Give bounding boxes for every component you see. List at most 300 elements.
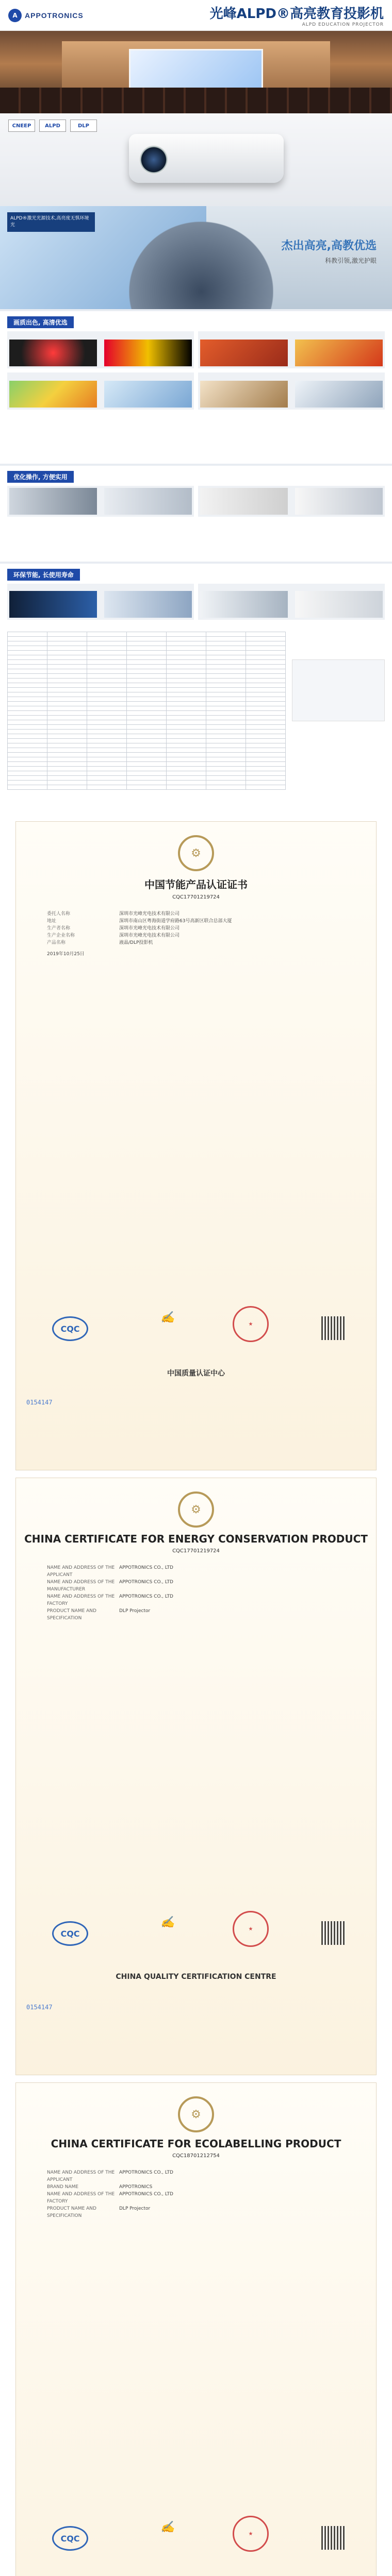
spec-cell xyxy=(87,637,127,641)
spec-cell xyxy=(246,753,286,757)
spec-cell xyxy=(127,771,167,776)
certificate-field xyxy=(47,2191,345,2205)
cqc-logo-icon: CQC xyxy=(52,2526,88,2551)
spec-row xyxy=(8,632,286,637)
spec-cell xyxy=(167,781,206,785)
spec-table xyxy=(7,632,286,790)
contrast-image xyxy=(104,340,192,366)
spec-cell xyxy=(246,692,286,697)
feature-tile xyxy=(198,372,385,410)
spec-cell xyxy=(246,646,286,651)
lifetime-image xyxy=(200,591,288,618)
certificate-number: CQC17701219724 xyxy=(172,894,220,900)
certificate-emblem-icon: ⚙ xyxy=(178,835,214,871)
spec-cell xyxy=(8,655,47,660)
spec-cell xyxy=(206,720,246,725)
spec-cell xyxy=(206,637,246,641)
classroom-image xyxy=(295,381,383,408)
qr-code-icon xyxy=(321,1921,345,1945)
spec-cell xyxy=(47,669,87,674)
spec-cell xyxy=(8,781,47,785)
spec-row xyxy=(8,679,286,683)
spec-cell xyxy=(8,679,47,683)
spec-cell xyxy=(127,679,167,683)
spec-cell xyxy=(8,776,47,781)
spec-cell xyxy=(127,730,167,734)
spec-cell xyxy=(167,762,206,767)
laser-image xyxy=(9,591,97,618)
spec-cell xyxy=(127,669,167,674)
spec-cell xyxy=(167,641,206,646)
feature-tile xyxy=(7,331,194,368)
certificate-field-value: APPOTRONICS CO., LTD xyxy=(119,1565,173,1570)
spec-cell xyxy=(246,776,286,781)
spec-row xyxy=(8,646,286,651)
slogan-main: 杰出高亮,高教优选 xyxy=(281,240,377,252)
spec-cell xyxy=(206,692,246,697)
spec-cell xyxy=(8,651,47,655)
spec-row xyxy=(8,743,286,748)
spec-cell xyxy=(8,692,47,697)
certificate-field-label: 生产企业名称 xyxy=(47,933,75,938)
spec-cell xyxy=(206,716,246,720)
qr-code-icon xyxy=(321,2526,345,2550)
spec-cell xyxy=(127,711,167,716)
spec-section xyxy=(0,629,392,814)
spec-cell xyxy=(127,776,167,781)
spec-cell xyxy=(87,748,127,753)
spec-cell xyxy=(8,720,47,725)
spec-row xyxy=(8,674,286,679)
spec-row xyxy=(8,669,286,674)
certificate-body xyxy=(47,1564,345,1626)
spec-cell xyxy=(127,651,167,655)
spec-cell xyxy=(206,771,246,776)
spec-cell xyxy=(87,674,127,679)
spec-cell xyxy=(87,725,127,730)
spec-row xyxy=(8,776,286,781)
spec-cell xyxy=(167,753,206,757)
spec-cell xyxy=(206,683,246,688)
spec-row xyxy=(8,660,286,665)
spec-cell xyxy=(246,716,286,720)
certificate-issued: 2019年10月25日 xyxy=(47,952,85,957)
spec-cell xyxy=(47,739,87,743)
spec-cell xyxy=(206,730,246,734)
spec-cell xyxy=(246,771,286,776)
brand-logo-icon: A xyxy=(8,9,22,22)
spec-cell xyxy=(127,739,167,743)
spec-cell xyxy=(206,697,246,702)
certificate-field-label: PRODUCT NAME AND SPECIFICATION xyxy=(47,2206,96,2218)
spec-cell xyxy=(87,771,127,776)
projector-lens xyxy=(139,145,168,174)
certificate-list xyxy=(0,821,392,2576)
spec-cell xyxy=(167,679,206,683)
feature-tile xyxy=(7,486,194,517)
spec-cell xyxy=(127,683,167,688)
spec-cell xyxy=(206,767,246,771)
spec-cell xyxy=(8,632,47,637)
spec-cell xyxy=(87,632,127,637)
spec-cell xyxy=(206,711,246,716)
certificate-field-label: PRODUCT NAME AND SPECIFICATION xyxy=(47,1608,96,1621)
feature-section-image-quality xyxy=(0,309,392,464)
spec-row xyxy=(8,711,286,716)
feature-tile xyxy=(198,486,385,517)
spec-cell xyxy=(47,785,87,790)
spec-cell xyxy=(47,716,87,720)
spec-cell xyxy=(8,753,47,757)
color-wheel-image xyxy=(9,340,97,366)
spec-cell xyxy=(167,655,206,660)
spec-cell xyxy=(127,753,167,757)
spec-cell xyxy=(127,762,167,767)
spec-cell xyxy=(47,702,87,706)
spec-cell xyxy=(246,669,286,674)
spec-cell xyxy=(87,679,127,683)
spec-cell xyxy=(87,641,127,646)
lens-shift-image xyxy=(104,488,192,515)
spec-row xyxy=(8,683,286,688)
certificate-field-label: 委托人名称 xyxy=(47,911,71,917)
feature-grid xyxy=(7,486,385,517)
spec-cell xyxy=(127,716,167,720)
spec-cell xyxy=(206,781,246,785)
spec-cell xyxy=(246,637,286,641)
section-heading: 优化操作, 方便实用 xyxy=(7,471,74,483)
spec-cell xyxy=(8,646,47,651)
spec-cell xyxy=(8,725,47,730)
certificate-field-value: 深圳市光峰光电技术有限公司 xyxy=(119,926,180,931)
spec-row xyxy=(8,762,286,767)
spec-cell xyxy=(87,720,127,725)
spec-cell xyxy=(47,706,87,711)
fruit-image xyxy=(295,340,383,366)
feature-section-eco xyxy=(0,562,392,629)
spec-cell xyxy=(47,641,87,646)
certificate xyxy=(15,821,377,1470)
spec-cell xyxy=(87,762,127,767)
alpd-badge: ALPD xyxy=(39,120,66,132)
spec-cell xyxy=(47,743,87,748)
certificate-serial: 0154147 xyxy=(26,2004,53,2011)
spec-cell xyxy=(87,767,127,771)
spec-cell xyxy=(8,739,47,743)
spec-row xyxy=(8,730,286,734)
spec-cell xyxy=(8,757,47,762)
spec-cell xyxy=(127,646,167,651)
spec-cell xyxy=(127,757,167,762)
spec-row xyxy=(8,757,286,762)
spec-cell xyxy=(246,720,286,725)
certificate-field-value: APPOTRONICS CO., LTD xyxy=(119,2192,173,2197)
spec-cell xyxy=(167,716,206,720)
spec-row xyxy=(8,697,286,702)
cqc-logo-icon: CQC xyxy=(52,1921,88,1946)
certificate-title: CHINA CERTIFICATE FOR ECOLABELLING PRODUCT xyxy=(51,2138,341,2150)
spec-cell xyxy=(127,665,167,669)
spec-row xyxy=(8,748,286,753)
spec-cell xyxy=(8,641,47,646)
spec-cell xyxy=(8,665,47,669)
spec-cell xyxy=(47,692,87,697)
product-section xyxy=(0,113,392,206)
spec-cell xyxy=(167,767,206,771)
spec-cell xyxy=(246,641,286,646)
certificate-field-value: 液晶/DLP投影机 xyxy=(119,940,153,945)
feature-tile xyxy=(198,331,385,368)
spec-cell xyxy=(167,683,206,688)
spec-cell xyxy=(87,697,127,702)
projector-image xyxy=(129,134,284,183)
certificate-field-value: APPOTRONICS CO., LTD xyxy=(119,1580,173,1585)
certificate-field-label: NAME AND ADDRESS OF THE APPLICANT xyxy=(47,2170,115,2182)
spec-cell xyxy=(127,767,167,771)
spec-cell xyxy=(167,785,206,790)
spec-cell xyxy=(47,697,87,702)
certificate-field xyxy=(47,1593,345,1607)
spec-cell xyxy=(47,651,87,655)
certificate-field xyxy=(47,1564,345,1579)
certificate-field xyxy=(47,1607,345,1622)
spec-cell xyxy=(8,683,47,688)
certificate-field-label: 地址 xyxy=(47,919,57,924)
certificate-number: CQC17701219724 xyxy=(172,1548,220,1554)
spec-cell xyxy=(47,762,87,767)
spec-cell xyxy=(167,660,206,665)
spec-row xyxy=(8,651,286,655)
spec-cell xyxy=(8,697,47,702)
spec-cell xyxy=(47,781,87,785)
spec-cell xyxy=(246,734,286,739)
spec-cell xyxy=(206,743,246,748)
spec-row xyxy=(8,781,286,785)
certificate-field-label: NAME AND ADDRESS OF THE FACTORY xyxy=(47,2192,115,2204)
certificate-field-value: 深圳市光峰光电技术有限公司 xyxy=(119,933,180,938)
spec-cell xyxy=(206,702,246,706)
spec-row xyxy=(8,753,286,757)
spec-cell xyxy=(246,674,286,679)
certificate-field xyxy=(47,918,345,925)
certificate-field-label: 生产者名称 xyxy=(47,926,71,931)
certificate-field xyxy=(47,925,345,932)
remote-image xyxy=(295,488,383,515)
spec-cell xyxy=(87,646,127,651)
certificate xyxy=(15,2082,377,2576)
spec-cell xyxy=(206,725,246,730)
spec-cell xyxy=(167,725,206,730)
spec-cell xyxy=(8,660,47,665)
certificate-field xyxy=(47,939,345,946)
spec-cell xyxy=(167,743,206,748)
spec-cell xyxy=(127,706,167,711)
spec-cell xyxy=(47,679,87,683)
certificate-org: CHINA QUALITY CERTIFICATION CENTRE xyxy=(116,1973,276,1981)
spec-cell xyxy=(127,641,167,646)
spec-cell xyxy=(246,702,286,706)
spec-cell xyxy=(8,767,47,771)
certificate-body xyxy=(47,910,345,958)
spec-cell xyxy=(246,697,286,702)
spec-cell xyxy=(87,743,127,748)
spec-cell xyxy=(8,785,47,790)
feature-tile xyxy=(198,584,385,620)
spec-cell xyxy=(87,702,127,706)
spec-cell xyxy=(206,632,246,637)
certificate-field-label: NAME AND ADDRESS OF THE MANUFACTURER xyxy=(47,1580,115,1592)
spec-row xyxy=(8,655,286,660)
spec-cell xyxy=(87,688,127,692)
spec-cell xyxy=(246,781,286,785)
spec-cell xyxy=(206,748,246,753)
spec-cell xyxy=(8,688,47,692)
spec-row xyxy=(8,771,286,776)
spec-cell xyxy=(127,660,167,665)
feature-section-operation xyxy=(0,464,392,562)
feature-tile xyxy=(7,584,194,620)
spec-cell xyxy=(87,781,127,785)
spec-cell xyxy=(167,651,206,655)
spec-cell xyxy=(8,762,47,767)
certificate-field-label: NAME AND ADDRESS OF THE APPLICANT xyxy=(47,1565,115,1578)
spec-cell xyxy=(47,767,87,771)
spec-cell xyxy=(87,734,127,739)
cneep-badge: CNEEP xyxy=(8,120,35,132)
spec-cell xyxy=(206,706,246,711)
feature-grid xyxy=(7,584,385,620)
spec-cell xyxy=(206,651,246,655)
certificate-body xyxy=(47,2169,345,2224)
spec-row xyxy=(8,716,286,720)
spec-cell xyxy=(87,757,127,762)
spec-cell xyxy=(127,702,167,706)
spec-cell xyxy=(246,785,286,790)
certificate-field-value: APPOTRONICS CO., LTD xyxy=(119,2170,173,2175)
lecture-image xyxy=(104,381,192,408)
spec-cell xyxy=(47,711,87,716)
spec-cell xyxy=(127,692,167,697)
section-heading: 环保节能, 长使用寿命 xyxy=(7,569,80,581)
official-stamp-icon: ★ xyxy=(233,1306,269,1342)
spec-cell xyxy=(127,781,167,785)
certificate-org: 中国质量认证中心 xyxy=(167,1369,225,1378)
spec-cell xyxy=(246,679,286,683)
certificate-field-value: 深圳市南山区粤海街道学府路63号高新区联合总部大厦 xyxy=(119,919,232,924)
spec-cell xyxy=(206,688,246,692)
spec-cell xyxy=(87,655,127,660)
section-heading: 画质出色, 高清优选 xyxy=(7,316,74,328)
connector-image xyxy=(200,488,288,515)
spec-cell xyxy=(127,655,167,660)
spec-cell xyxy=(167,706,206,711)
spec-cell xyxy=(167,748,206,753)
spec-row xyxy=(8,702,286,706)
spec-cell xyxy=(47,771,87,776)
spec-cell xyxy=(246,743,286,748)
certificate-issued-row xyxy=(47,951,345,958)
spec-row xyxy=(8,665,286,669)
spec-cell xyxy=(47,757,87,762)
spec-cell xyxy=(246,757,286,762)
spec-cell xyxy=(246,660,286,665)
dlp-badge: DLP xyxy=(70,120,97,132)
spec-cell xyxy=(167,632,206,637)
spec-cell xyxy=(127,748,167,753)
spec-cell xyxy=(127,637,167,641)
spec-cell xyxy=(87,730,127,734)
spec-cell xyxy=(47,660,87,665)
cqc-logo-icon: CQC xyxy=(52,1316,88,1341)
spec-row xyxy=(8,720,286,725)
certificate-field-value: 深圳市光峰光电技术有限公司 xyxy=(119,911,180,917)
spec-cell xyxy=(246,632,286,637)
spec-cell xyxy=(127,674,167,679)
spec-row xyxy=(8,688,286,692)
spec-cell xyxy=(167,720,206,725)
spec-cell xyxy=(206,669,246,674)
signature: ✍ xyxy=(160,1916,175,1929)
spec-cell xyxy=(206,655,246,660)
spec-cell xyxy=(87,785,127,790)
color-image xyxy=(9,381,97,408)
spec-cell xyxy=(127,720,167,725)
spec-cell xyxy=(206,679,246,683)
spec-cell xyxy=(8,730,47,734)
spec-cell xyxy=(246,655,286,660)
spec-cell xyxy=(47,655,87,660)
spec-cell xyxy=(87,711,127,716)
spec-cell xyxy=(87,665,127,669)
spec-cell xyxy=(87,706,127,711)
spec-row xyxy=(8,706,286,711)
spec-cell xyxy=(87,776,127,781)
spec-cell xyxy=(127,725,167,730)
spec-cell xyxy=(167,734,206,739)
spec-cell xyxy=(87,716,127,720)
spec-cell xyxy=(8,771,47,776)
spec-cell xyxy=(167,665,206,669)
spec-cell xyxy=(47,730,87,734)
spec-row xyxy=(8,692,286,697)
official-stamp-icon: ★ xyxy=(233,1911,269,1947)
signature: ✍ xyxy=(160,2521,175,2534)
spec-cell xyxy=(8,711,47,716)
spec-row xyxy=(8,734,286,739)
spec-cell xyxy=(87,660,127,665)
official-stamp-icon: ★ xyxy=(233,2516,269,2552)
certificate-field xyxy=(47,910,345,918)
spec-row xyxy=(8,739,286,743)
spec-row xyxy=(8,637,286,641)
spec-cell xyxy=(167,702,206,706)
certificate-field-value: APPOTRONICS CO., LTD xyxy=(119,1594,173,1599)
classroom-banner: ALPD®激光光源技术,高亮度无惧环境光 xyxy=(7,212,95,232)
chart-image xyxy=(104,591,192,618)
spec-cell xyxy=(47,665,87,669)
spec-cell xyxy=(127,697,167,702)
spec-cell xyxy=(246,706,286,711)
certificate-number: CQC18701212754 xyxy=(172,2153,220,2159)
certificate-emblem-icon: ⚙ xyxy=(178,2096,214,2132)
certificate-field-label: 产品名称 xyxy=(47,940,66,945)
spec-cell xyxy=(206,739,246,743)
eco-image xyxy=(295,591,383,618)
spec-cell xyxy=(246,651,286,655)
spec-side-image xyxy=(292,659,385,721)
spec-cell xyxy=(246,683,286,688)
spec-cell xyxy=(8,706,47,711)
